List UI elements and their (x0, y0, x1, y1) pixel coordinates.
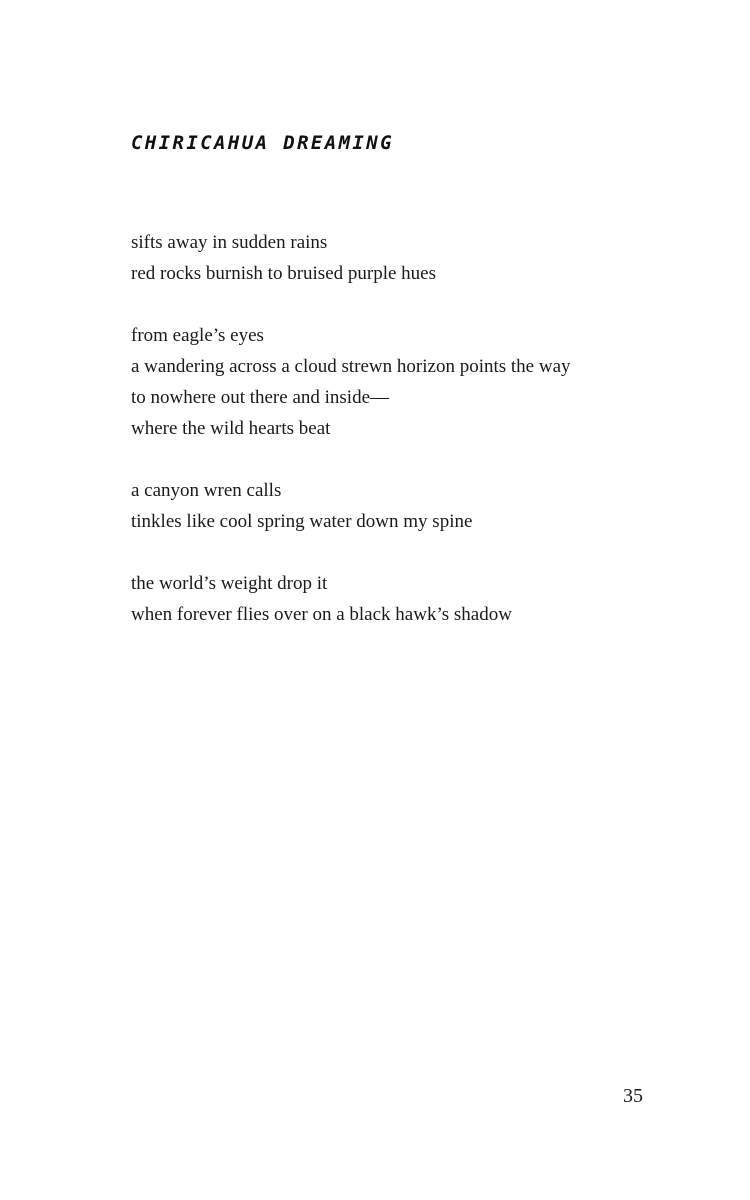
poem-line: to nowhere out there and inside— (131, 387, 390, 408)
stanza-1 (131, 227, 691, 289)
poem-line: the world’s weight drop it (131, 573, 328, 594)
poem-line: a wandering across a cloud strewn horizon points the way (131, 356, 571, 377)
poem-line: a canyon wren calls (131, 480, 282, 501)
poem-line: when forever flies over on a black hawk’s shadow (131, 604, 512, 625)
stanza-2 (131, 320, 691, 444)
stanza-3 (131, 475, 691, 537)
stanza-4 (131, 568, 691, 630)
poem-line: where the wild hearts beat (131, 418, 331, 439)
poem-line: red rocks burnish to bruised purple hues (131, 263, 436, 284)
poem-body (131, 227, 691, 661)
page-number: 35 (623, 1085, 643, 1107)
poem-line: from eagle’s eyes (131, 325, 264, 346)
poem-line: sifts away in sudden rains (131, 232, 328, 253)
poem-line: tinkles like cool spring water down my spine (131, 511, 473, 532)
poem-title: CHIRICAHUA DREAMING (131, 132, 394, 154)
